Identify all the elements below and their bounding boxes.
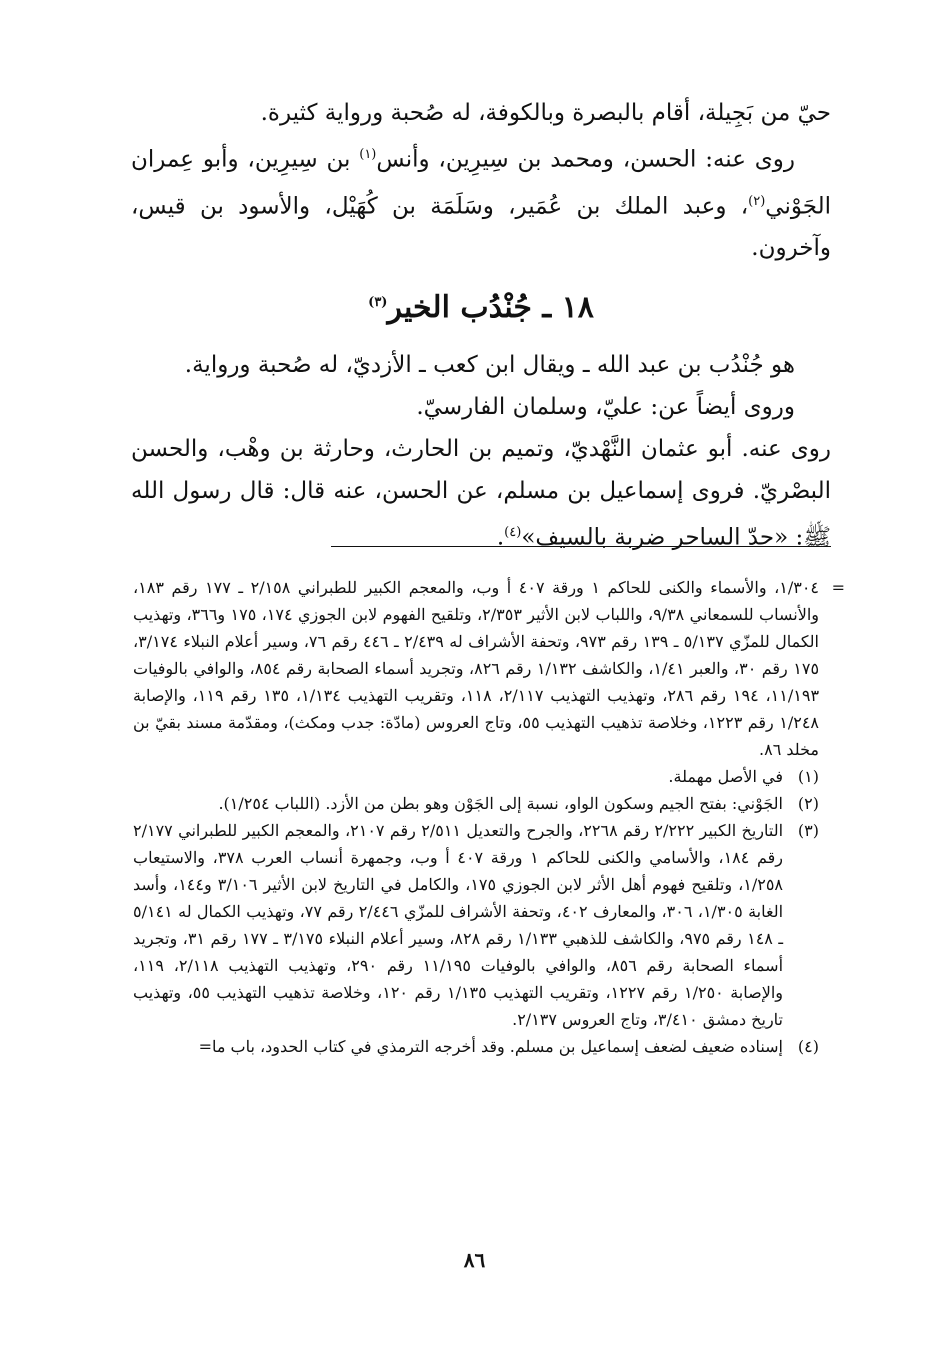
continuation-mark: = bbox=[831, 578, 845, 597]
footnotes bbox=[133, 574, 845, 1060]
footnote-3-number: (٣) bbox=[797, 821, 819, 840]
footnote-ref-4[interactable]: (٤) bbox=[504, 525, 522, 541]
footnote-ref-1[interactable]: (١) bbox=[359, 147, 377, 162]
footnote-ref-3[interactable]: (٣) bbox=[368, 295, 388, 311]
footnote-1-number: (١) bbox=[797, 767, 819, 786]
footnote-1-text: في الأصل مهملة. bbox=[668, 767, 783, 786]
entry-heading-text: ١٨ ـ جُنْدُب الخير bbox=[387, 290, 594, 326]
footnote-ref-2[interactable]: (٢) bbox=[748, 193, 766, 209]
footnote-2-number: (٢) bbox=[797, 794, 819, 813]
page-number: ٨٦ bbox=[463, 1248, 486, 1272]
footnote-4-text: إسناده ضعيف لضعف إسماعيل بن مسلم. وقد أخرجه الترمذي في كتاب الحدود، باب ما= bbox=[198, 1037, 783, 1056]
footnote-2-text: الجَوْني: بفتح الجيم وسكون الواو، نسبة إلى الجَوْن وهو بطن من الأزد. (اللباب ١/٢٥٤). bbox=[218, 794, 783, 813]
paragraph-5-end: . bbox=[496, 524, 505, 551]
footnote-continuation-text: ١/٣٠٤، والأسماء والكنى للحاكم ١ ورقة ٤٠٧ أ وب، والمعجم الكبير للطبراني ٢/١٥٨ ـ ١٧٧ رقم ١٨٣، والأنساب للسمعاني ٩/٣٨، واللباب لابن الأثير ٢/٣٥٣، وتلقيح الفهوم لابن الجوزي ١٧٤، ١٧٥ و٣٦٦، وتهذيب الكمال للمزّي ٥/١٣٧ ـ ١٣٩ رقم ٩٧٣، وتحفة الأشراف له ٢/٤٣٩ ـ ٤٤٦ رقم ٧٦، وسير أعلام النبلاء ٣/١٧٤، ١٧٥ رقم ٣٠، والعبر ١/٤١، والكاشف ١/١٣٢ رقم ٨٢٦، وتجريد أسماء الصحابة رقم ٨٥٤، والوافي بالوفيات ١١/١٩٣، ١٩٤ رقم ٢٨٦، وتهذيب التهذيب ٢/١١٧، ١١٨، وتقريب التهذيب ١/١٣٤، ١٣٥ رقم ١١٩، والإصابة ١/٢٤٨ رقم ١٢٢٣، وخلاصة تذهيب التهذيب ٥٥، وتاج العروس (مادّة: جدب ومكث)، ومقدّمة مسند بقيّ بن مخلد ٨٦. bbox=[133, 578, 820, 759]
footnote-divider bbox=[331, 546, 831, 547]
paragraph-5 bbox=[131, 428, 831, 559]
footnote-4-number: (٤) bbox=[797, 1037, 819, 1056]
paragraph-1-text: حيّ من بَجِيلة، أقام بالبصرة وبالكوفة، له صُحبة ورواية كثيرة. bbox=[260, 100, 831, 126]
entry-heading bbox=[131, 281, 831, 330]
footnote-4 bbox=[133, 1033, 819, 1060]
footnote-continuation bbox=[133, 574, 845, 763]
footnote-3-text: التاريخ الكبير ٢/٢٢٢ رقم ٢٢٦٨، والجرح والتعديل ٢/٥١١ رقم ٢١٠٧، والمعجم الكبير للطبراني ٢/١٧٧ رقم ١٨٤، والأسامي والكنى للحاكم ١ ورقة ٤٠٧ أ وب، وجمهرة أنساب العرب ٣٧٨، والاستيعاب ١/٢٥٨، وتلقيح فهوم أهل الأثر لابن الجوزي ١٧٥، والكامل في التاريخ لابن الأثير ٣/١٠٦ و١٤٤، وأسد الغابة ١/٣٠٥، ٣٠٦، والمعارف ٤٠٢، وتحفة الأشراف للمزّي ٢/٤٤٦ رقم ٧٧، وتهذيب الكمال له ٥/١٤١ ـ ١٤٨ رقم ٩٧٥، والكاشف للذهبي ١/١٣٣ رقم ٨٢٨، وسير أعلام النبلاء ٣/١٧٥ ـ ١٧٧ رقم ٣١، وتجريد أسماء الصحابة رقم ٨٥٦، والوافي بالوفيات ١١/١٩٥ رقم ٢٩٠، وتهذيب التهذيب ٢/١١٨، ١١٩، والإصابة ١/٢٥٠ رقم ١٢٢٧، وتقريب التهذيب ١/١٣٥ رقم ١٢٠، وخلاصة تذهيب التهذيب ٥٥، وتهذيب تاريخ دمشق ٣/٤١٠، وتاج العروس ٢/١٣٧. bbox=[133, 821, 784, 1029]
main-text bbox=[131, 92, 831, 559]
paragraph-2 bbox=[131, 134, 831, 269]
footnote-1 bbox=[133, 763, 819, 790]
paragraph-5-text: روى عنه. أبو عثمان النَّهْديّ، وتميم بن الحارث، وحارثة بن وهْب، والحسن البصْريّ. فروى إسماعيل بن مسلم، عن الحسن، عنه قال: قال رسول الله ﷺ: «حدّ الساحر ضربة بالسيف» bbox=[131, 436, 831, 551]
paragraph-4 bbox=[131, 386, 831, 428]
paragraph-1 bbox=[131, 92, 831, 134]
paragraph-2-text-b: بن سِيرِين، وأبو عِمران الجَوْني bbox=[131, 146, 831, 220]
paragraph-4-text: وروى أيضاً عن: عليّ، وسلمان الفارسيّ. bbox=[416, 394, 795, 421]
paragraph-3-text: هو جُنْدُب بن عبد الله ـ ويقال ابن كعب ـ الأزديّ، له صُحبة ورواية. bbox=[184, 352, 795, 379]
paragraph-2-text-c: ، وعبد الملك بن عُمَير، وسَلَمَة بن كُهَيْل، والأسود بن قيس، وآخرون. bbox=[131, 193, 831, 262]
footnote-3 bbox=[133, 817, 819, 1033]
footnote-2 bbox=[133, 790, 819, 817]
paragraph-3 bbox=[131, 344, 831, 386]
paragraph-2-text-a: روى عنه: الحسن، ومحمد بن سِيرِين، وأنس bbox=[376, 146, 795, 173]
